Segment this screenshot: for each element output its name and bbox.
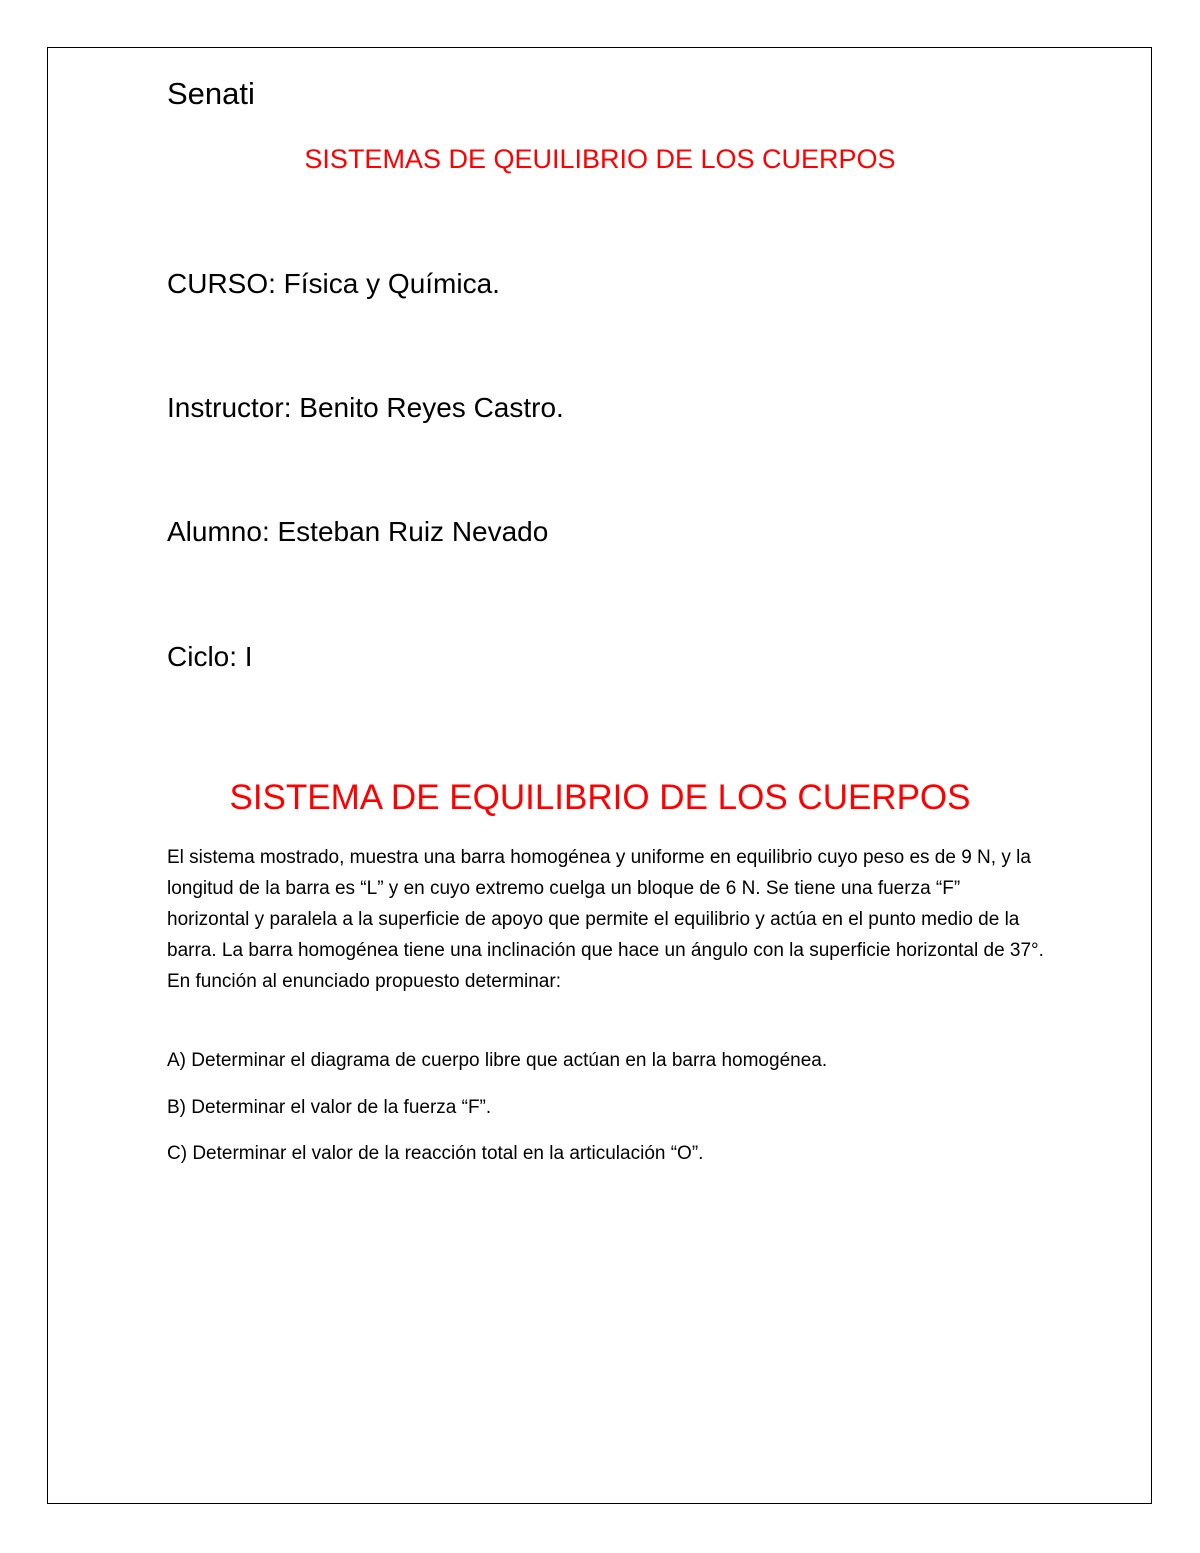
student-line: Alumno: Esteban Ruiz Nevado — [167, 516, 549, 547]
question-b: B) Determinar el valor de la fuerza “F”. — [167, 1097, 492, 1118]
instructor-line: Instructor: Benito Reyes Castro. — [167, 392, 564, 423]
course-line: CURSO: Física y Química. — [167, 268, 500, 299]
institution-name: Senati — [167, 76, 255, 111]
question-c: C) Determinar el valor de la reacción total en la articulación “O”. — [167, 1143, 704, 1164]
section-title: SISTEMA DE EQUILIBRIO DE LOS CUERPOS — [229, 778, 971, 817]
problem-statement: El sistema mostrado, muestra una barra homogénea y uniforme en equilibrio cuyo peso es de 9 N, y la longitud de la barra es “L” y en cuyo extremo cuelga un bloque de 6 N. Se tiene una fuerza “F” horizontal y paralela a la superficie de apoyo que permite el equilibrio y actúa en el punto medio de la barra. La barra homogénea tiene una inclinación que hace un ángulo con la superficie horizontal de 37°. En función al enunciado propuesto determinar: — [167, 847, 1044, 992]
cover-title: SISTEMAS DE QEUILIBRIO DE LOS CUERPOS — [304, 144, 896, 174]
page-frame — [47, 47, 1152, 1504]
question-a: A) Determinar el diagrama de cuerpo libre que actúan en la barra homogénea. — [167, 1050, 828, 1071]
cycle-line: Ciclo: I — [167, 641, 253, 672]
